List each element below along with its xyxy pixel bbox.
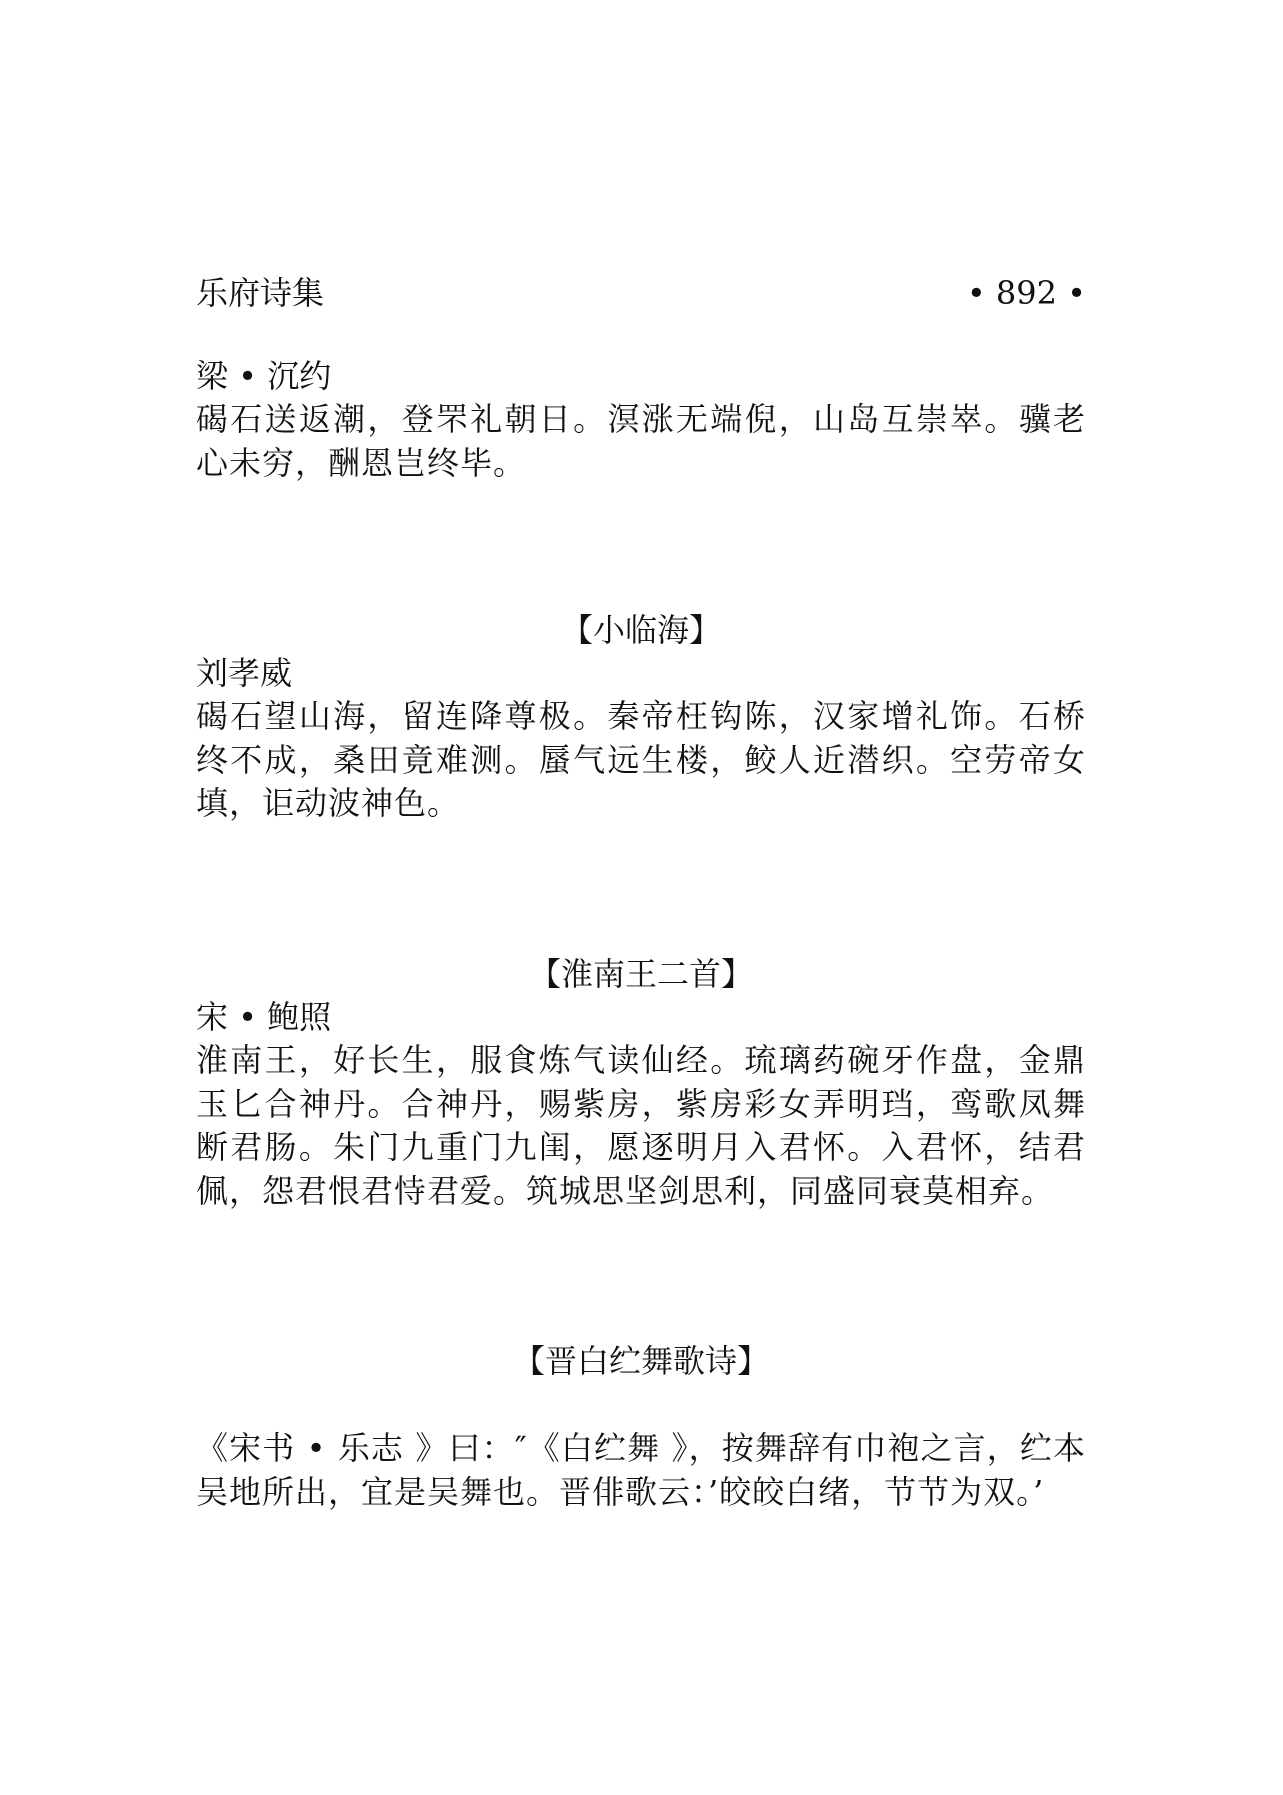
poem-author: 宋 • 鲍照: [196, 998, 332, 1036]
poem-title: 【小临海】: [560, 611, 721, 649]
poem-title: 【晋白纻舞歌诗】: [512, 1342, 769, 1380]
poem-section-3: [196, 952, 1086, 1213]
poem-text: 淮南王，好长生，服食炼气读仙经。琉璃药碗牙作盘，金鼎玉匕合神丹。合神丹，赐紫房，紫房彩女弄明珰，鸾歌凤舞断君肠。朱门九重门九闺，愿逐明月入君怀。入君怀，结君佩，怨君恨君恃君爱。筑城思坚剑思利，同盛同衰莫相弃。: [196, 1041, 1086, 1210]
poem-text: 碣石望山海，留连降尊极。秦帝枉钩陈，汉家增礼饰。石桥终不成，桑田竟难测。蜃气远生楼，鲛人近潜织。空劳帝女填，讵动波神色。: [196, 697, 1086, 822]
poem-section-2: [196, 608, 1086, 826]
poem-title: 【淮南王二首】: [528, 955, 753, 993]
page-number: • 892 •: [966, 274, 1086, 312]
poem-text: 碣石送返潮，登罘礼朝日。溟涨无端倪，山岛互崇崒。骥老心未穷，酬恩岂终毕。: [196, 400, 1086, 482]
poem-author: 刘孝威: [196, 654, 293, 692]
poem-section-1: [196, 355, 1086, 485]
poem-section-4: [196, 1339, 1086, 1514]
spacer: [196, 1383, 1086, 1427]
book-title: 乐府诗集: [196, 274, 325, 312]
page-header: [196, 271, 1086, 315]
poem-intro-text: 《宋书 • 乐志 》曰：″《白纻舞 》，按舞辞有巾袍之言，纻本吴地所出，宜是吴舞也。晋俳歌云：’皎皎白绪，节节为双。’: [196, 1429, 1086, 1511]
poem-author: 梁 • 沉约: [196, 357, 332, 395]
